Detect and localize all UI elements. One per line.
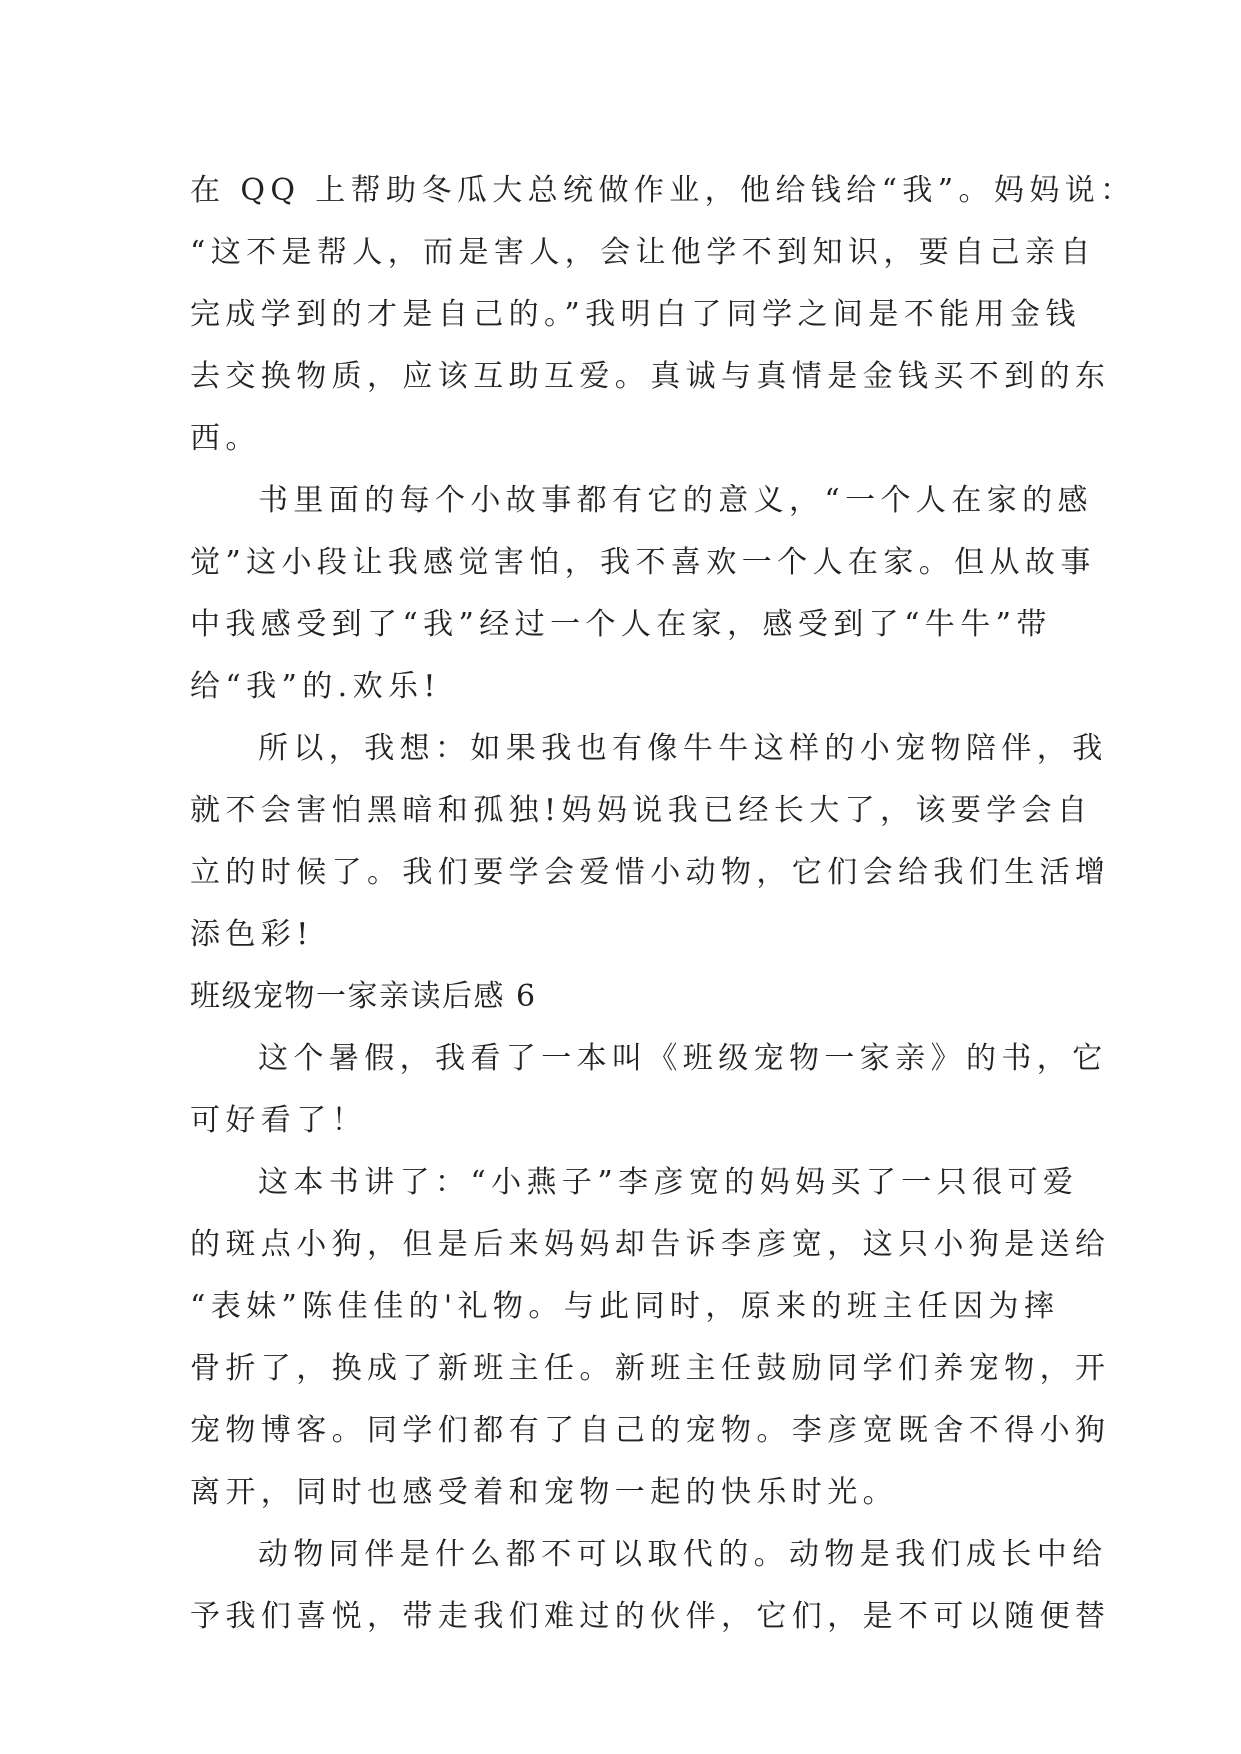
- text-line: 予我们喜悦，带走我们难过的伙伴，它们，是不可以随便替: [190, 1599, 1111, 1634]
- paragraph-first-line: 这个暑假，我看了一本叫《班级宠物一家亲》的书，它: [258, 1041, 1108, 1076]
- text-line: 的斑点小狗，但是后来妈妈却告诉李彦宽，这只小狗是送给: [190, 1227, 1111, 1262]
- text-line: 宠物博客。同学们都有了自己的宠物。李彦宽既舍不得小狗: [190, 1413, 1111, 1448]
- paragraph-first-line: 书里面的每个小故事都有它的意义，“一个人在家的感: [258, 483, 1093, 518]
- text-line: 觉”这小段让我感觉害怕，我不喜欢一个人在家。但从故事: [190, 545, 1096, 580]
- text-line: 完成学到的才是自己的。”我明白了同学之间是不能用金钱: [190, 297, 1081, 332]
- text-line: 中我感受到了“我”经过一个人在家，感受到了“牛牛”带: [190, 607, 1052, 642]
- text-line: 西。: [190, 421, 261, 456]
- text-line: 添色彩!: [190, 917, 314, 952]
- document-body: [190, 160, 1136, 1648]
- text-line: “表妹”陈佳佳的'礼物。与此同时，原来的班主任因为摔: [190, 1289, 1060, 1324]
- text-line: 可好看了！: [190, 1103, 367, 1138]
- paragraph-first-line: 这本书讲了：“小燕子”李彦宽的妈妈买了一只很可爱: [258, 1165, 1079, 1200]
- paragraph-first-line: 动物同伴是什么都不可以取代的。动物是我们成长中给: [258, 1537, 1108, 1572]
- text-line: 给“我”的.欢乐!: [190, 669, 441, 704]
- text-line: 立的时候了。我们要学会爱惜小动物，它们会给我们生活增: [190, 855, 1111, 890]
- text-line: 去交换物质，应该互助互爱。真诚与真情是金钱买不到的东: [190, 359, 1111, 394]
- text-line: 在 QQ 上帮助冬瓜大总统做作业，他给钱给“我”。妈妈说：: [190, 173, 1136, 208]
- text-line: 骨折了，换成了新班主任。新班主任鼓励同学们养宠物，开: [190, 1351, 1111, 1386]
- text-line: “这不是帮人，而是害人，会让他学不到知识，要自己亲自: [190, 235, 1096, 270]
- text-line: 离开，同时也感受着和宠物一起的快乐时光。: [190, 1475, 898, 1510]
- text-line: 就不会害怕黑暗和孤独!妈妈说我已经长大了，该要学会自: [190, 793, 1093, 828]
- paragraph-first-line: 所以，我想：如果我也有像牛牛这样的小宠物陪伴，我: [258, 731, 1108, 766]
- section-title: 班级宠物一家亲读后感 6: [190, 979, 537, 1014]
